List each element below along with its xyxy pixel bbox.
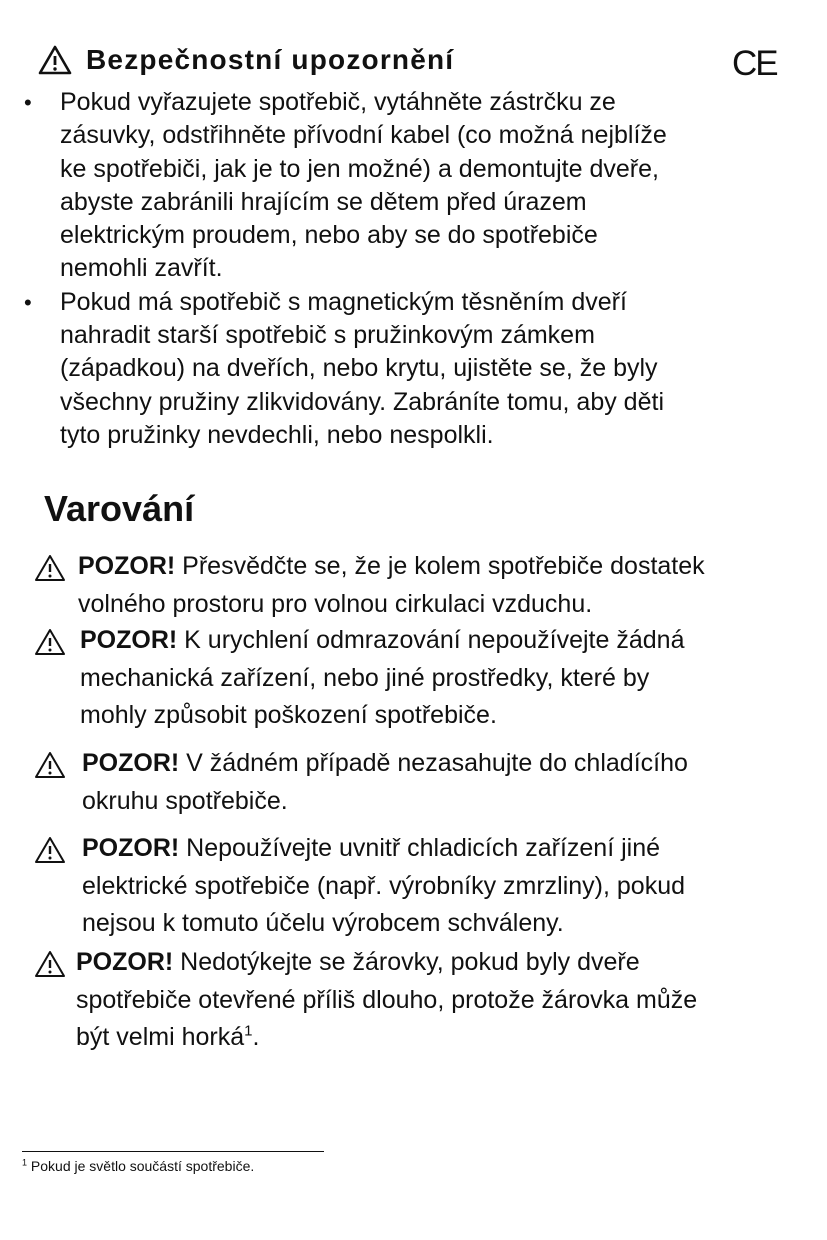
safety-list: [22, 86, 812, 452]
warning-text: mohly způsobit poškození spotřebiče.: [80, 701, 497, 729]
footnote-divider: [22, 1151, 324, 1152]
text-line: nahradit starší spotřebič s pružinkovým zámkem: [60, 321, 595, 350]
warning-triangle-icon: [34, 554, 66, 582]
pozor-label: POZOR!: [76, 948, 174, 976]
text-line: zásuvky, odstřihněte přívodní kabel (co možná nejblíže: [60, 121, 667, 150]
text-line: nemohli zavřít.: [60, 254, 223, 283]
warning-triangle-icon: [34, 950, 66, 978]
pozor-label: POZOR!: [82, 749, 180, 777]
warning-text: mechanická zařízení, nebo jiné prostředky, které by: [80, 663, 650, 692]
text-line: ke spotřebiči, jak je to jen možné) a demontujte dveře,: [60, 154, 659, 183]
list-item: [22, 86, 812, 286]
warning-triangle-icon: [34, 628, 66, 656]
warning-text: Přesvědčte se, že je kolem spotřebiče dostatek: [175, 552, 705, 580]
text-line: elektrickým proudem, nebo aby se do spotřebiče: [60, 221, 598, 250]
text-line: (západkou) na dveřích, nebo krytu, ujistěte se, že byly: [60, 354, 658, 383]
warning-text: Nedotýkejte se žárovky, pokud byly dveře: [173, 948, 640, 976]
safety-heading: [38, 44, 454, 76]
pozor-label: POZOR!: [80, 626, 178, 654]
list-item: [22, 286, 812, 452]
warning-triangle-icon: [34, 836, 66, 864]
text-line: • Pokud má spotřebič s magnetickým těsněním dveří: [60, 287, 627, 316]
footnote-text: Pokud je světlo součástí spotřebiče.: [27, 1158, 255, 1174]
warnings-title: Varování: [44, 488, 195, 529]
warning-triangle-icon: [38, 45, 72, 75]
text-line: všechny pružiny zlikvidovány. Zabráníte tomu, aby děti: [60, 387, 664, 416]
warning-text: .: [252, 1023, 260, 1051]
pozor-label: POZOR!: [78, 552, 176, 580]
warning-text: K urychlení odmrazování nepoužívejte žádná: [177, 626, 685, 654]
warning-triangle-icon: [34, 751, 66, 779]
warning-text: volného prostoru pro volnou cirkulaci vzduchu.: [78, 589, 593, 618]
text-line: abyste zabránili hrajícím se dětem před úrazem: [60, 187, 587, 216]
text-line: tyto pružinky nevdechli, nebo nespolkli.: [60, 420, 494, 449]
footnote-marker: 1: [22, 1157, 28, 1168]
text-line: • Pokud vyřazujete spotřebič, vytáhněte zástrčku ze: [60, 88, 616, 116]
warning-text: spotřebiče otevřené příliš dlouho, protože žárovka může: [76, 985, 698, 1014]
pozor-label: POZOR!: [82, 834, 180, 862]
warning-text: být velmi horká: [76, 1023, 245, 1051]
warning-text: okruhu spotřebiče.: [82, 786, 288, 815]
ce-mark: CE: [732, 44, 777, 83]
footnote-ref: 1: [244, 1022, 253, 1040]
warning-text: nejsou k tomuto účelu výrobcem schváleny.: [82, 909, 564, 937]
warning-text: Nepoužívejte uvnitř chladicích zařízení jiné: [179, 834, 661, 862]
safety-title: Bezpečnostní upozornění: [86, 44, 455, 75]
warning-text: V žádném případě nezasahujte do chladícího: [179, 749, 688, 777]
footnote: [22, 1158, 254, 1174]
warning-text: elektrické spotřebiče (např. výrobníky zmrzliny), pokud: [82, 871, 686, 900]
